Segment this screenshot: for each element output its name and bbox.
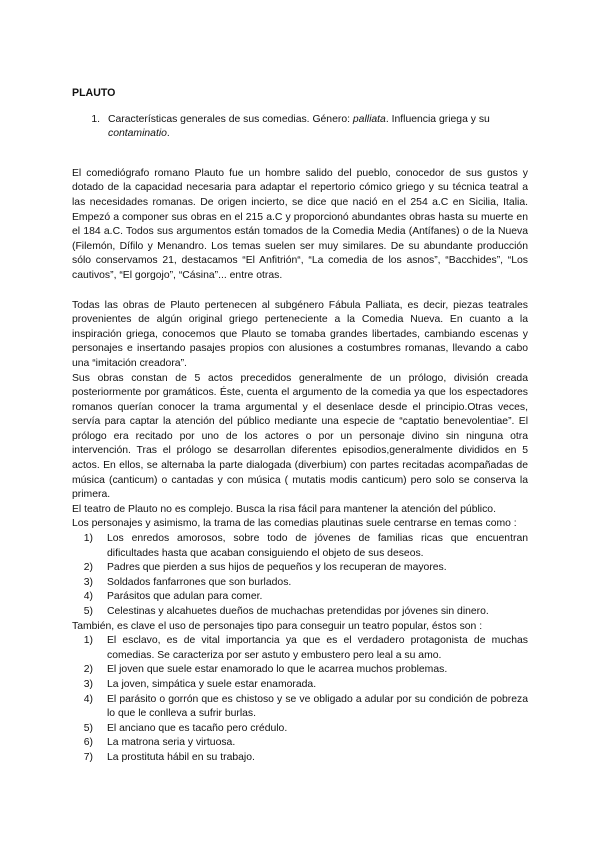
list-text: La matrona seria y virtuosa. [107, 737, 236, 749]
list-number: 1) [83, 635, 93, 647]
list-text: La joven, simpática y suele estar enamorada. [107, 678, 317, 690]
paragraph-intro: El comediógrafo romano Plauto fue un hombre salido del pueblo, conocedor de sus gustos y dotado de la capacidad necesaria para adaptar el repertorio cómico griego y su técnica teatral a las necesidades romanas. De origen incierto, se dice que nació en el 254 a.C en Sicilia, Italia. Empezó a componer sus obras en el 215 a.C y proporcionó abundantes obras hasta su muerte en el 184 a.C. Todos sus argumentos están tomados de la Comedia Media (Antífanes) o de la Nueva (Filemón, Dífilo y Menandro. Los temas suelen ser muy similares. De su abundante producción sólo conservamos 21, destacamos “El Anfitrión“, “La comedia de los asnos”, “Bacchides”, “Los cautivos”, “El gorgojo”, “Cásina”... entre otras. [72, 167, 528, 281]
section-heading-italic: contaminatio [108, 128, 167, 140]
list-item [72, 678, 528, 693]
list-text: El esclavo, es de vital importancia ya que es el verdadero protagonista de muchas comedias. Se caracteriza por ser astuto y embustero pero leal a su amo. [107, 635, 528, 661]
themes-list [72, 532, 528, 620]
list-number: 5) [83, 606, 93, 617]
list-item [72, 532, 528, 561]
list-text: Soldados fanfarrones que son burlados. [107, 576, 292, 588]
list-number: 3) [83, 576, 93, 588]
section-heading [72, 113, 528, 142]
paragraph-characters-intro: También, es clave el uso de personajes tipo para conseguir un teatro popular, éstos son : [72, 620, 483, 632]
list-item [72, 590, 528, 605]
list-item [72, 576, 528, 591]
list-item [72, 561, 528, 576]
paragraph-themes-intro: Los personajes y asimismo, la trama de las comedias plautinas suele centrarse en temas como : [72, 518, 517, 530]
list-text: El joven que suele estar enamorado lo que le acarrea muchos problemas. [107, 664, 448, 676]
list-item [72, 736, 528, 751]
document-title: PLAUTO [72, 87, 116, 99]
section-heading-part: Características generales de sus comedias. Género: [108, 113, 353, 125]
list-item [72, 693, 528, 722]
list-number: 6) [83, 737, 93, 749]
paragraph-simplicity: El teatro de Plauto no es complejo. Busca la risa fácil para mantener la atención del público. [72, 503, 496, 515]
list-text: La prostituta hábil en su trabajo. [107, 751, 255, 763]
list-text: Padres que pierden a sus hijos de pequeños y los recuperan de mayores. [107, 562, 447, 574]
list-item [72, 663, 528, 678]
list-text: Celestinas y alcahuetes dueños de muchachas pretendidas por jóvenes sin dinero. [107, 606, 489, 617]
list-number: 4) [83, 693, 93, 705]
list-number: 5) [83, 722, 93, 734]
list-number: 2) [83, 664, 93, 676]
section-heading-part: . [166, 128, 170, 140]
list-item [72, 605, 528, 620]
list-item [72, 722, 528, 737]
section-heading-italic: palliata [352, 113, 386, 125]
paragraph-palliata: Todas las obras de Plauto pertenecen al subgénero Fábula Palliata, es decir, piezas teatrales provenientes de algún original griego perteneciente a la Comedia Nueva. En cuanto a la inspiración griega, conocemos que Plauto se tomaba grandes libertades, cambiando escenas y personajes e insertando pasajes propios con alusiones a costumbres romanas, llevando a cabo una “imitación creadora”. [72, 299, 528, 369]
list-text: Parásitos que adulan para comer. [107, 591, 263, 603]
section-heading-part: . Influencia griega y su [385, 113, 490, 125]
document-page [72, 86, 528, 766]
list-number: 2) [83, 562, 93, 574]
paragraph-structure: Sus obras constan de 5 actos precedidos generalmente de un prólogo, división creada posteriormente por gramáticos. Éste, cuenta el argumento de la comedia ya que los espectadores romanos querían conocer la trama argumental y el desenlace desde el principio.Otras veces, servía para captar la atención del público mediante una especie de “captatio benevolentiae”. El prólogo era recitado por uno de los actores o por un personaje divino sin ninguna otra intervención. Tras el prólogo se desarrollan diferentes episodios,generalmente divididos en 5 actos. En ellos, se alternaba la parte dialogada (diverbium) con partes recitadas acompañadas de música (canticum) o cantadas y con música ( mutatis modis canticum) pero solo se conserva la primera. [72, 372, 528, 501]
list-item [72, 634, 528, 663]
section-heading-text [108, 113, 528, 142]
list-item [72, 751, 528, 766]
characters-list [72, 634, 528, 765]
list-number: 7) [83, 751, 93, 763]
list-text: Los enredos amorosos, sobre todo de jóvenes de familias ricas que encuentran dificultades hasta que acaban consiguiendo el objeto de sus deseos. [107, 533, 528, 559]
list-number: 3) [83, 678, 93, 690]
list-number: 4) [83, 591, 93, 603]
list-text: El anciano que es tacaño pero crédulo. [107, 722, 288, 734]
section-number: 1. [91, 113, 100, 125]
list-number: 1) [83, 533, 93, 545]
list-text: El parásito o gorrón que es chistoso y se ve obligado a adular por su condición de pobreza lo que le conlleva a sufrir burlas. [107, 693, 528, 720]
